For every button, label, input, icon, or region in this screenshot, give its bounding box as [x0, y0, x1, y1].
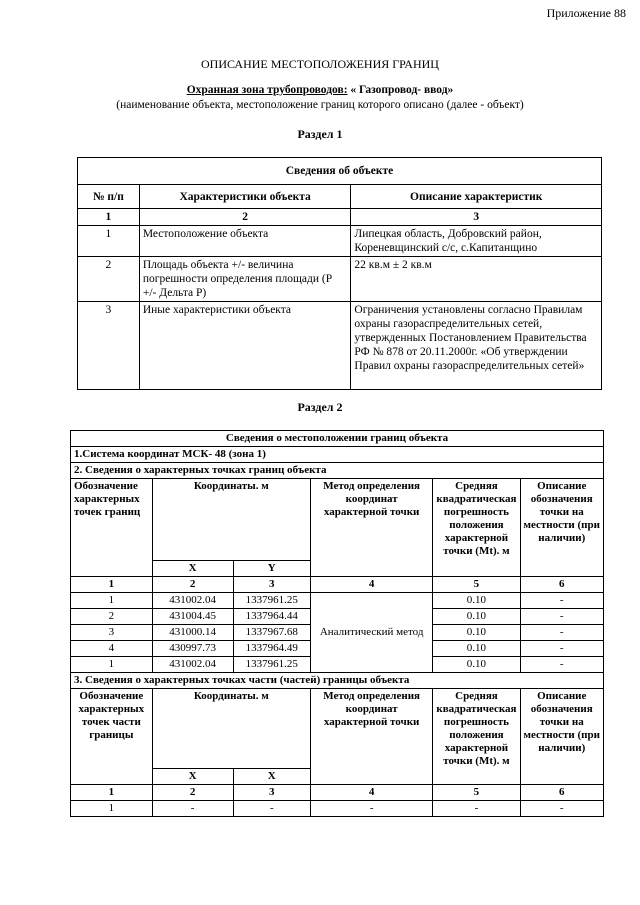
- col-number: 1: [71, 785, 153, 801]
- section2-heading: Раздел 2: [297, 400, 343, 414]
- header-x: X: [152, 769, 233, 785]
- table-row: [71, 593, 604, 609]
- part3-title: 3. Сведения о характерных точках части (частей) границы объекта: [71, 673, 604, 689]
- row-description: 22 кв.м ± 2 кв.м: [351, 257, 602, 302]
- col-header-number: № п/п: [78, 185, 140, 209]
- point-error: 0.10: [433, 609, 520, 625]
- point-description: -: [520, 609, 604, 625]
- point-x: 431004.45: [152, 609, 233, 625]
- object-description: (наименование объекта, местоположение границ которого описано (далее - объект): [116, 99, 524, 111]
- point-x: 430997.73: [152, 641, 233, 657]
- col-header-characteristic: Характеристики объекта: [139, 185, 351, 209]
- point-id: 4: [71, 641, 153, 657]
- row-characteristic: Местоположение объекта: [139, 226, 351, 257]
- col-number: 1: [78, 209, 140, 226]
- row-description: Липецкая область, Добровский район, Кореневщинский с/с, с.Капитанщино: [351, 226, 602, 257]
- header-designation: Обозначение характерных точек части границы: [71, 689, 153, 785]
- point-id: 1: [71, 801, 153, 817]
- col-number: 3: [351, 209, 602, 226]
- point-y: 1337961.25: [233, 593, 310, 609]
- point-x: -: [152, 801, 233, 817]
- appendix-label: Приложение 88: [546, 6, 626, 20]
- point-error: 0.10: [433, 593, 520, 609]
- col-number: 6: [520, 785, 604, 801]
- point-description: -: [520, 657, 604, 673]
- point-x: 431002.04: [152, 593, 233, 609]
- header-method: Метод определения координат характерной точки: [310, 689, 432, 785]
- part2-title: 2. Сведения о характерных точках границ объекта: [71, 463, 604, 479]
- point-y: 1337964.44: [233, 609, 310, 625]
- col-number: 4: [310, 577, 432, 593]
- point-description: -: [520, 801, 604, 817]
- page-title: ОПИСАНИЕ МЕСТОПОЛОЖЕНИЯ ГРАНИЦ: [201, 57, 439, 71]
- section1-heading: Раздел 1: [297, 127, 343, 141]
- object-label: Охранная зона трубопроводов:: [186, 84, 348, 96]
- row-number: 3: [78, 302, 140, 390]
- boundary-table: [70, 430, 604, 817]
- object-subtitle: [0, 84, 640, 96]
- point-error: 0.10: [433, 625, 520, 641]
- col-number: 2: [152, 785, 233, 801]
- col-number: 2: [139, 209, 351, 226]
- point-y: -: [233, 801, 310, 817]
- row-characteristic: Площадь объекта +/- величина погрешности определения площади (Р +/- Дельта Р): [139, 257, 351, 302]
- col-number: 5: [433, 577, 520, 593]
- header-coordinates: Координаты. м: [152, 689, 310, 769]
- point-id: 3: [71, 625, 153, 641]
- header-point-description: Описание обозначения точки на местности (при наличии): [520, 479, 604, 577]
- header-designation: Обозначение характерных точек границ: [71, 479, 153, 577]
- header-x: X: [233, 769, 310, 785]
- point-id: 1: [71, 657, 153, 673]
- coordinate-system: 1.Система координат МСК- 48 (зона 1): [71, 447, 604, 463]
- row-characteristic: Иные характеристики объекта: [139, 302, 351, 390]
- header-point-description: Описание обозначения точки на местности (при наличии): [520, 689, 604, 785]
- object-info-table: [77, 157, 602, 390]
- header-y: Y: [233, 561, 310, 577]
- col-number: 4: [310, 785, 432, 801]
- col-number: 2: [152, 577, 233, 593]
- object-name: « Газопровод- ввод»: [350, 84, 454, 96]
- boundary-table-title: Сведения о местоположении границ объекта: [71, 431, 604, 447]
- table-row: [71, 801, 604, 817]
- method-value: Аналитический метод: [310, 593, 432, 673]
- col-number: 6: [520, 577, 604, 593]
- row-number: 2: [78, 257, 140, 302]
- point-description: -: [520, 593, 604, 609]
- point-y: 1337964.49: [233, 641, 310, 657]
- col-number: 3: [233, 577, 310, 593]
- col-number: 3: [233, 785, 310, 801]
- header-error: Средняя квадратическая погрешность положения характерной точки (Mt). м: [433, 479, 520, 577]
- point-description: -: [520, 641, 604, 657]
- row-description: Ограничения установлены согласно Правилам охраны газораспределительных сетей, утвержденных Постановлением Правительства РФ № 878 от 20.11.2000г. «Об утверждении Правил охраны газораспределительных сетей»: [351, 302, 602, 390]
- object-info-title: Сведения об объекте: [78, 158, 602, 185]
- header-method: Метод определения координат характерной точки: [310, 479, 432, 577]
- point-error: 0.10: [433, 657, 520, 673]
- col-number: 5: [433, 785, 520, 801]
- point-id: 1: [71, 593, 153, 609]
- header-coordinates: Координаты. м: [152, 479, 310, 561]
- point-error: -: [433, 801, 520, 817]
- header-x: X: [152, 561, 233, 577]
- point-x: 431000.14: [152, 625, 233, 641]
- point-y: 1337961.25: [233, 657, 310, 673]
- row-number: 1: [78, 226, 140, 257]
- point-id: 2: [71, 609, 153, 625]
- point-x: 431002.04: [152, 657, 233, 673]
- header-error: Средняя квадратическая погрешность положения характерной точки (Mt). м: [433, 689, 520, 785]
- point-error: 0.10: [433, 641, 520, 657]
- point-y: 1337967.68: [233, 625, 310, 641]
- point-description: -: [520, 625, 604, 641]
- method-value: -: [310, 801, 432, 817]
- col-header-description: Описание характеристик: [351, 185, 602, 209]
- col-number: 1: [71, 577, 153, 593]
